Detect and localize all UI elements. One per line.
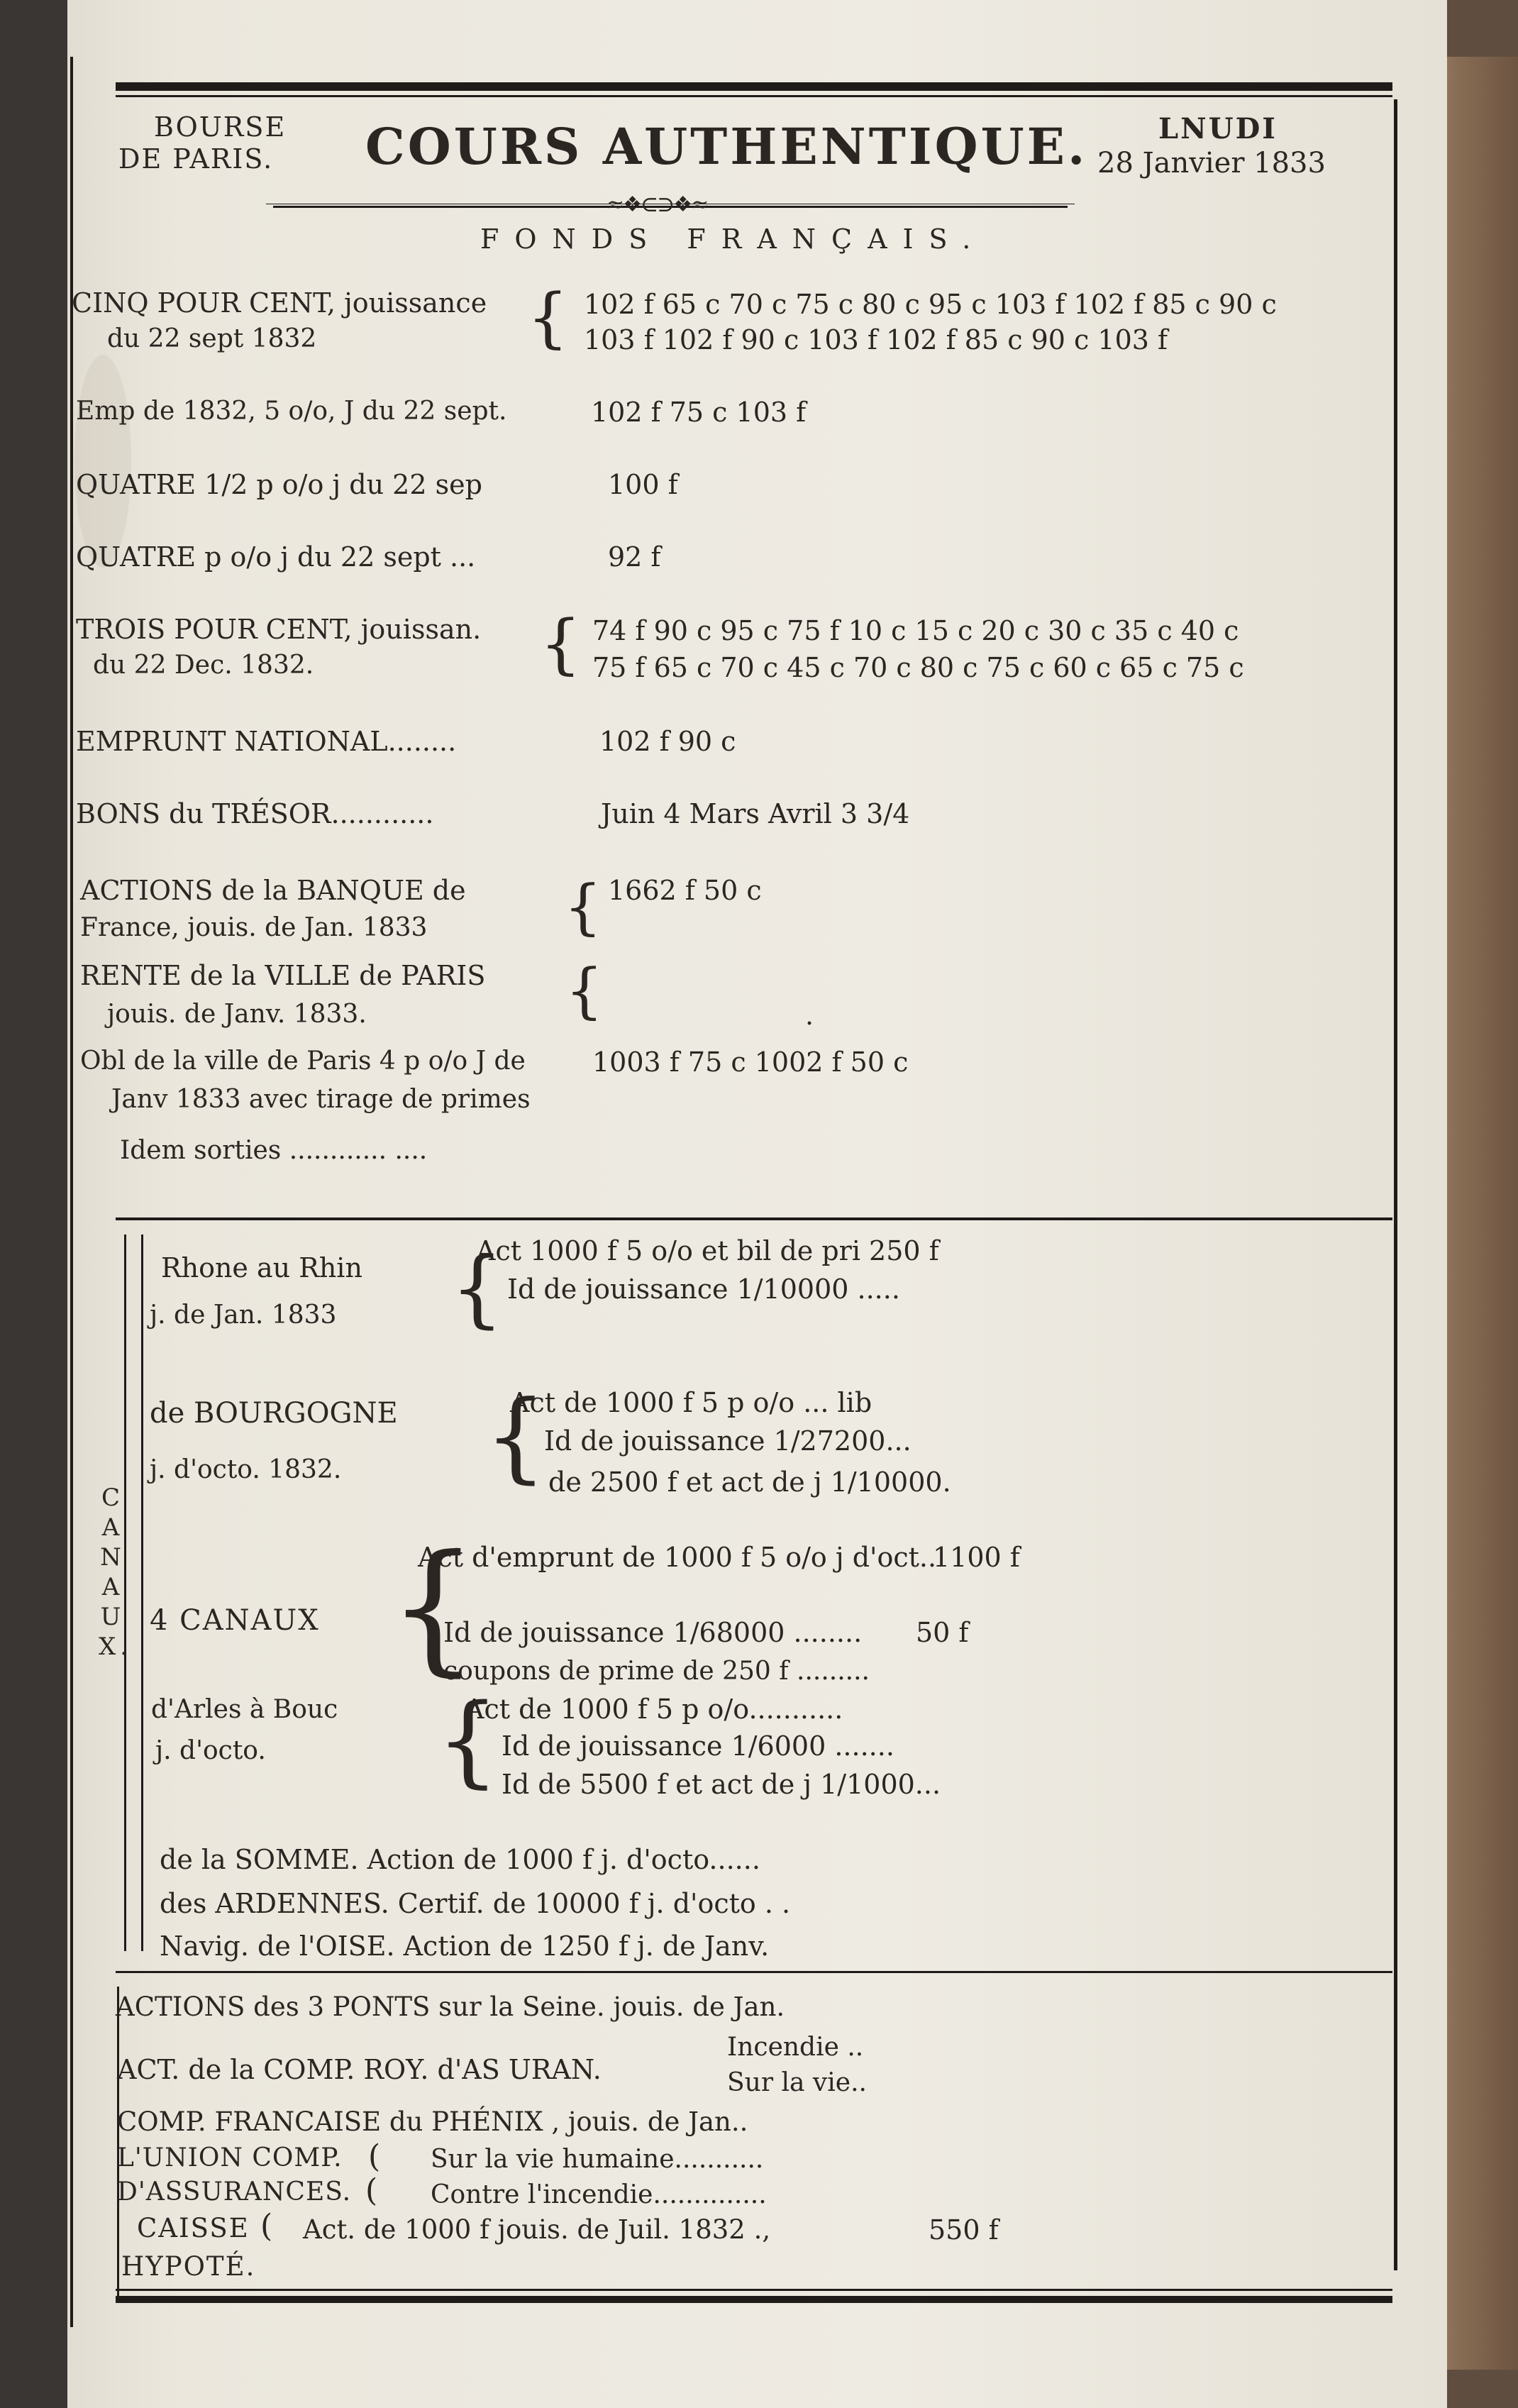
caisse-label: CAISSE — [137, 2213, 250, 2243]
newspaper-page — [67, 0, 1447, 2408]
fonds-row-price: 74 f 90 c 95 c 75 f 10 c 15 c 20 c 30 c 35 c 40 c — [592, 615, 1239, 646]
canaux-inner-line — [141, 1235, 143, 1951]
margin-mark — [70, 284, 72, 362]
paris-label: DE PARIS. — [118, 143, 274, 175]
brace: { — [388, 1525, 479, 1690]
fonds-row-price: . — [805, 1000, 814, 1031]
canal-line: Act 1000 f 5 o/o et bil de pri 250 f — [476, 1235, 939, 1266]
canal-line: de 2500 f et act de j 1/10000. — [548, 1467, 951, 1498]
incendie-label: Incendie .. — [727, 2033, 864, 2062]
fonds-row-price: 92 f — [608, 541, 661, 573]
bourse-label: BOURSE — [154, 111, 287, 143]
brace: { — [484, 1379, 547, 1493]
caisse-price: 550 f — [929, 2214, 999, 2246]
fonds-row-label: Emp de 1832, 5 o/o, J du 22 sept. — [76, 397, 507, 426]
fonds-row-price: 102 f 65 c 70 c 75 c 80 c 95 c 103 f 102 f 85 c 90 c — [584, 289, 1277, 320]
brace: ( — [260, 2208, 273, 2244]
fonds-row-price: 102 f 90 c — [599, 726, 736, 757]
canal-ardennes: des ARDENNES. Certif. de 10000 f j. d'octo . . — [160, 1888, 791, 1919]
fonds-row-label: CINQ POUR CENT, jouissance — [72, 287, 487, 319]
union-vie: Sur la vie humaine........... — [431, 2145, 764, 2174]
phenix-label: COMP. FRANCAISE du PHÉNIX , jouis. de Jan.. — [117, 2106, 748, 2137]
bottom-left-line — [117, 1987, 119, 2299]
canal-price: 1100 f — [933, 1542, 1020, 1573]
page-left-border — [70, 57, 73, 2327]
top-thick-rule — [116, 82, 1392, 91]
fonds-row-price: 1662 f 50 c — [608, 875, 762, 906]
fonds-row-label-2: du 22 Dec. 1832. — [93, 651, 314, 680]
fonds-row-price: 1003 f 75 c 1002 f 50 c — [592, 1046, 909, 1078]
fonds-row-price: 102 f 75 c 103 f — [591, 397, 807, 428]
section-divider — [116, 1971, 1392, 1973]
canal-line: Act d'emprunt de 1000 f 5 o/o j d'oct.. — [418, 1542, 937, 1573]
union-label: L'UNION COMP. — [117, 2143, 343, 2172]
fonds-row-label: TROIS POUR CENT, jouissan. — [76, 614, 482, 645]
section-fonds-francais: FONDS FRANÇAIS. — [480, 223, 987, 255]
fonds-row-price-2: 75 f 65 c 70 c 45 c 70 c 80 c 75 c 60 c 65 c 75 c — [592, 652, 1244, 683]
fonds-row-label-2: du 22 sept 1832 — [107, 324, 317, 353]
canal-line: Act de 1000 f 5 p o/o ... lib — [510, 1387, 872, 1418]
brace: ( — [368, 2138, 381, 2175]
page-title: COURS AUTHENTIQUE. — [365, 117, 1088, 176]
canal-date: j. d'octo. 1832. — [150, 1455, 342, 1484]
canal-date: j. de Jan. 1833 — [150, 1300, 337, 1330]
page-right-border — [1394, 99, 1397, 2270]
fonds-row-label-2: France, jouis. de Jan. 1833 — [80, 913, 428, 942]
fonds-row-label: Obl de la ville de Paris 4 p o/o J de — [80, 1046, 526, 1076]
fonds-row-price: 100 f — [608, 469, 678, 500]
comp-roy-label: ACT. de la COMP. ROY. d'AS URAN. — [117, 2054, 602, 2085]
canaux-side-label: C A N A U X. — [99, 1484, 133, 1661]
paper-stain — [74, 355, 131, 568]
brace: { — [565, 956, 604, 1025]
fonds-row-label: EMPRUNT NATIONAL........ — [76, 726, 457, 757]
bottom-thick-rule — [116, 2296, 1392, 2303]
brace: { — [540, 606, 582, 682]
canal-name: Rhone au Rhin — [161, 1252, 362, 1283]
union-incendie: Contre l'incendie.............. — [431, 2180, 767, 2209]
canal-line: coupons de prime de 250 f ......... — [443, 1657, 870, 1686]
canal-line: Id de jouissance 1/6000 ....... — [502, 1730, 894, 1762]
fonds-row-label: BONS du TRÉSOR............ — [76, 798, 434, 829]
fonds-row-label-2: jouis. de Janv. 1833. — [107, 1000, 367, 1029]
fonds-row-label: QUATRE 1/2 p o/o j du 22 sep — [76, 469, 482, 500]
fonds-row-label-2: Janv 1833 avec tirage de primes — [111, 1085, 531, 1114]
brace: ( — [365, 2172, 378, 2209]
fonds-row-price-2: 103 f 102 f 90 c 103 f 102 f 85 c 90 c 103 f — [584, 324, 1168, 355]
bottom-thin-rule — [116, 2289, 1392, 2291]
canal-name: d'Arles à Bouc — [151, 1695, 338, 1724]
fonds-row-label: ACTIONS de la BANQUE de — [80, 875, 466, 906]
date-label: 28 Janvier 1833 — [1097, 147, 1326, 180]
assurances-label: D'ASSURANCES. — [117, 2177, 352, 2207]
canal-line: Id de jouissance 1/68000 ........ — [443, 1617, 863, 1648]
brace: { — [450, 1239, 504, 1337]
canal-somme: de la SOMME. Action de 1000 f j. d'octo...... — [160, 1844, 760, 1875]
brace: { — [564, 872, 602, 941]
caisse-action: Act. de 1000 f jouis. de Juil. 1832 ., — [303, 2214, 771, 2245]
section-divider — [116, 1217, 1392, 1220]
canal-oise: Navig. de l'OISE. Action de 1250 f j. de Janv. — [160, 1931, 770, 1962]
canal-line: Id de jouissance 1/27200... — [544, 1425, 912, 1457]
hypote-label: HYPOTÉ. — [121, 2251, 256, 2282]
brace: { — [527, 280, 569, 355]
ornament-glyph: ≈❖⊂⊃❖≈ — [606, 192, 708, 217]
fonds-row-label: QUATRE p o/o j du 22 sept ... — [76, 541, 476, 573]
fonds-row-label: RENTE de la VILLE de PARIS — [80, 960, 486, 991]
canal-line: Act de 1000 f 5 p o/o........... — [465, 1694, 843, 1725]
canal-name: 4 CANAUX — [150, 1604, 320, 1637]
top-thin-rule — [116, 95, 1392, 97]
brace: { — [436, 1683, 500, 1799]
day-label: LNUDI — [1158, 112, 1278, 145]
canal-price: 50 f — [916, 1617, 969, 1648]
sur-vie-label: Sur la vie.. — [727, 2068, 867, 2097]
canal-line: Id de 5500 f et act de j 1/1000... — [502, 1769, 941, 1800]
fonds-row-label: Idem sorties ............ .... — [120, 1136, 428, 1165]
actions-ponts: ACTIONS des 3 PONTS sur la Seine. jouis. de Jan. — [116, 1992, 785, 2022]
canal-line: Id de jouissance 1/10000 ..... — [507, 1274, 900, 1305]
canal-name: de BOURGOGNE — [150, 1397, 398, 1430]
fonds-row-price: Juin 4 Mars Avril 3 3/4 — [601, 798, 910, 829]
binding-shadow — [0, 0, 67, 2408]
canal-date: j. d'octo. — [155, 1736, 266, 1765]
